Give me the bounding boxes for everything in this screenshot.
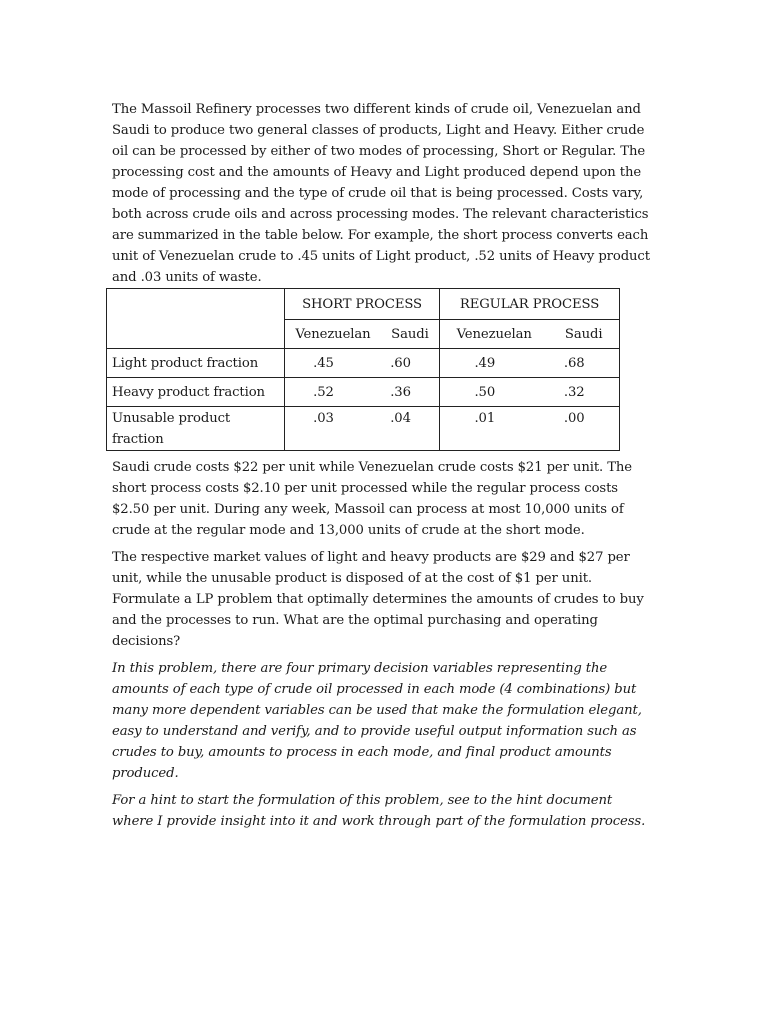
crude-header-short-saudi: Saudi bbox=[391, 326, 429, 342]
table-cell: .01 bbox=[474, 411, 496, 426]
characteristics-table bbox=[106, 288, 620, 451]
document-body bbox=[112, 99, 652, 832]
crude-header-regular-saudi: Saudi bbox=[564, 326, 603, 342]
table-row bbox=[107, 407, 620, 451]
table-cell: .32 bbox=[563, 384, 585, 400]
table-cell: .50 bbox=[474, 384, 496, 400]
row-label: Light product fraction bbox=[107, 349, 285, 378]
table-cell: .49 bbox=[474, 355, 496, 371]
costs-paragraph: Saudi crude costs $22 per unit while Venezuelan crude costs $21 per unit. The short process costs $2.10 per unit processed while the regular process costs $2.50 per unit. During any week, Massoil can process at most 10,000 units of crude at the regular mode and 13,000 units of crude at the short mode. bbox=[112, 460, 633, 538]
row-label: Heavy product fraction bbox=[107, 378, 285, 407]
table-cell: .68 bbox=[563, 355, 585, 371]
market-paragraph: The respective market values of light and heavy products are $29 and $27 per unit, while the unusable product is disposed of at the cost of $1 per unit. Formulate a LP problem that optimally determines the amounts of crudes to buy and the processes to run. What are the optimal purchasing and operating decisions? bbox=[112, 550, 644, 649]
table-cell: .00 bbox=[563, 411, 585, 426]
crude-header-short-venezuelan: Venezuelan bbox=[295, 326, 371, 342]
table-row bbox=[107, 349, 620, 378]
table-corner-cell bbox=[107, 289, 285, 349]
intro-paragraph: The Massoil Refinery processes two different kinds of crude oil, Venezuelan and Saudi to produce two general classes of products, Light and Heavy. Either crude oil can be processed by either of two modes of processing, Short or Regular. The processing cost and the amounts of Heavy and Light produced depend upon the mode of processing and the type of crude oil that is being processed. Costs vary, both across crude oils and across processing modes. The relevant characteristics are summarized in the table below. For example, the short process converts each unit of Venezuelan crude to .45 units of Light product, .52 units of Heavy product and .03 units of waste. bbox=[112, 102, 650, 285]
table-cell: .52 bbox=[313, 384, 334, 400]
table-cell: .45 bbox=[313, 355, 334, 371]
regular-process-header: REGULAR PROCESS bbox=[440, 289, 620, 320]
hint-paragraph: For a hint to start the formulation of this problem, see to the hint document where I provide insight into it and work through part of the formulation process. bbox=[112, 793, 646, 829]
row-label: Unusable product fraction bbox=[107, 407, 285, 451]
short-process-header: SHORT PROCESS bbox=[285, 289, 440, 320]
decision-variables-paragraph: In this problem, there are four primary decision variables representing the amounts of each type of crude oil processed in each mode (4 combinations) but many more dependent variables can be used that make the formulation elegant, easy to understand and verify, and to provide useful output information such as crudes to buy, amounts to process in each mode, and final product amounts produced. bbox=[112, 661, 642, 781]
table-row bbox=[107, 378, 620, 407]
crude-header-regular-venezuelan: Venezuelan bbox=[456, 326, 532, 342]
table-cell: .36 bbox=[390, 384, 411, 400]
table-cell: .04 bbox=[390, 411, 411, 426]
table-cell: .60 bbox=[390, 355, 411, 371]
table-cell: .03 bbox=[313, 411, 334, 426]
table-header-row bbox=[107, 289, 620, 320]
